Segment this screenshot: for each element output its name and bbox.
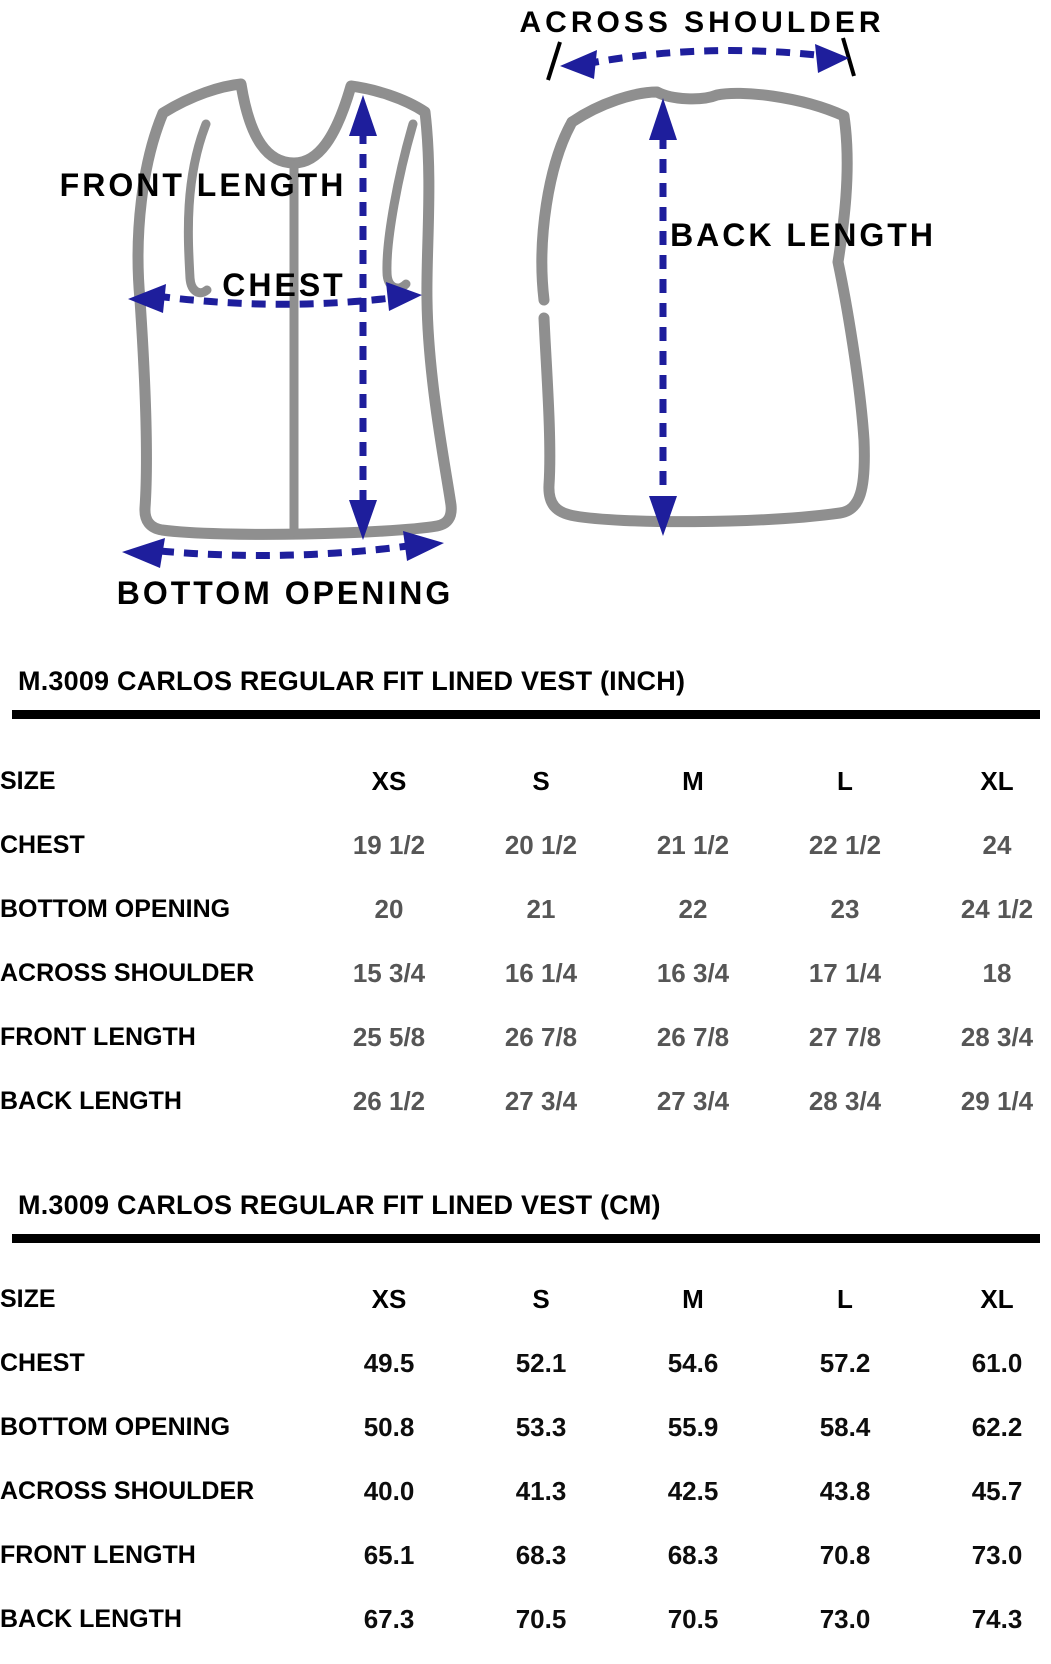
across-shoulder-label: ACROSS SHOULDER xyxy=(519,6,885,39)
cm-table-section xyxy=(0,1190,1051,1651)
back-vest xyxy=(542,92,864,522)
table-title-inch: M.3009 CARLOS REGULAR FIT LINED VEST (INCH) xyxy=(18,666,686,696)
row-label: BOTTOM OPENING xyxy=(0,894,231,923)
size-value: 45.7 xyxy=(971,1475,1023,1506)
divider-bar xyxy=(12,1234,1040,1243)
size-value: 57.2 xyxy=(819,1347,871,1378)
size-value: 73.0 xyxy=(819,1603,871,1634)
size-value: 23 xyxy=(830,893,860,924)
table-title-cm: M.3009 CARLOS REGULAR FIT LINED VEST (CM) xyxy=(18,1190,661,1220)
bottom-opening-label: BOTTOM OPENING xyxy=(116,575,454,611)
inch-table-section xyxy=(0,666,1051,1133)
vest-measurement-diagram xyxy=(0,0,1051,620)
front-length-label: FRONT LENGTH xyxy=(59,167,347,203)
size-value: 17 1/4 xyxy=(808,957,882,988)
size-value: 43.8 xyxy=(819,1475,871,1506)
size-value: 58.4 xyxy=(819,1411,871,1442)
size-value: 21 xyxy=(526,893,556,924)
column-header-xl: XL xyxy=(980,1283,1014,1314)
column-header-s: S xyxy=(532,765,550,796)
size-value: 20 xyxy=(374,893,404,924)
size-table-inch xyxy=(0,749,1051,1133)
header-row xyxy=(0,749,1051,813)
size-value: 27 3/4 xyxy=(504,1085,578,1116)
size-value: 70.8 xyxy=(819,1539,871,1570)
table-row xyxy=(0,941,1051,1005)
size-value: 21 1/2 xyxy=(656,829,730,860)
column-header-m: M xyxy=(682,1283,704,1314)
back-length-label: BACK LENGTH xyxy=(670,217,936,253)
row-label: FRONT LENGTH xyxy=(0,1022,196,1051)
table-row xyxy=(0,1331,1051,1395)
size-value: 41.3 xyxy=(515,1475,567,1506)
column-header-m: M xyxy=(682,765,704,796)
column-header-size: SIZE xyxy=(0,766,56,795)
row-label: ACROSS SHOULDER xyxy=(0,1476,255,1505)
size-value: 22 1/2 xyxy=(808,829,882,860)
size-value: 73.0 xyxy=(971,1539,1023,1570)
row-label: ACROSS SHOULDER xyxy=(0,958,255,987)
size-value: 28 3/4 xyxy=(960,1021,1034,1052)
back-length-arrow xyxy=(649,98,677,536)
size-value: 74.3 xyxy=(971,1603,1023,1634)
size-value: 68.3 xyxy=(515,1539,567,1570)
row-label: CHEST xyxy=(0,1348,85,1377)
table-row xyxy=(0,1395,1051,1459)
row-label: CHEST xyxy=(0,830,85,859)
back-vest-armhole-left xyxy=(542,122,572,300)
size-value: 55.9 xyxy=(667,1411,719,1442)
size-value: 26 1/2 xyxy=(352,1085,426,1116)
size-value: 52.1 xyxy=(515,1347,567,1378)
row-label: BACK LENGTH xyxy=(0,1604,182,1633)
size-value: 19 1/2 xyxy=(352,829,426,860)
table-row xyxy=(0,813,1051,877)
back-vest-outline xyxy=(544,92,864,522)
size-value: 26 7/8 xyxy=(504,1021,578,1052)
size-value: 16 1/4 xyxy=(504,957,578,988)
size-value: 49.5 xyxy=(363,1347,415,1378)
chest-label: CHEST xyxy=(222,267,346,303)
size-value: 68.3 xyxy=(667,1539,719,1570)
table-row xyxy=(0,1587,1051,1651)
row-label: FRONT LENGTH xyxy=(0,1540,196,1569)
column-header-xs: XS xyxy=(371,1283,407,1314)
size-value: 18 xyxy=(982,957,1012,988)
column-header-size: SIZE xyxy=(0,1284,56,1313)
size-value: 29 1/4 xyxy=(960,1085,1034,1116)
size-table-cm xyxy=(0,1267,1051,1651)
column-header-l: L xyxy=(837,765,853,796)
front-length-arrow xyxy=(349,95,377,540)
size-value: 42.5 xyxy=(667,1475,719,1506)
divider-bar xyxy=(12,710,1040,719)
size-value: 50.8 xyxy=(363,1411,415,1442)
size-value: 16 3/4 xyxy=(656,957,730,988)
size-value: 24 xyxy=(982,829,1012,860)
size-value: 15 3/4 xyxy=(352,957,426,988)
column-header-xl: XL xyxy=(980,765,1014,796)
size-value: 61.0 xyxy=(971,1347,1023,1378)
table-row xyxy=(0,877,1051,941)
front-vest-armhole-right xyxy=(387,124,413,288)
size-value: 70.5 xyxy=(515,1603,567,1634)
column-header-s: S xyxy=(532,1283,550,1314)
column-header-xs: XS xyxy=(371,765,407,796)
size-value: 24 1/2 xyxy=(960,893,1034,924)
row-label: BACK LENGTH xyxy=(0,1086,182,1115)
size-value: 65.1 xyxy=(363,1539,415,1570)
size-value: 54.6 xyxy=(667,1347,719,1378)
size-value: 27 3/4 xyxy=(656,1085,730,1116)
header-row xyxy=(0,1267,1051,1331)
size-value: 28 3/4 xyxy=(808,1085,882,1116)
size-value: 25 5/8 xyxy=(352,1021,426,1052)
size-value: 53.3 xyxy=(515,1411,567,1442)
table-row xyxy=(0,1069,1051,1133)
size-value: 67.3 xyxy=(363,1603,415,1634)
table-row xyxy=(0,1459,1051,1523)
table-row xyxy=(0,1523,1051,1587)
size-value: 62.2 xyxy=(971,1411,1023,1442)
table-row xyxy=(0,1005,1051,1069)
column-header-l: L xyxy=(837,1283,853,1314)
front-vest-armhole-left xyxy=(188,124,207,293)
size-value: 70.5 xyxy=(667,1603,719,1634)
across-shoulder-arrow xyxy=(548,38,854,80)
row-label: BOTTOM OPENING xyxy=(0,1412,231,1441)
size-value: 26 7/8 xyxy=(656,1021,730,1052)
size-value: 22 xyxy=(678,893,708,924)
size-value: 27 7/8 xyxy=(808,1021,882,1052)
front-vest xyxy=(138,84,451,534)
size-value: 20 1/2 xyxy=(504,829,578,860)
size-value: 40.0 xyxy=(363,1475,415,1506)
